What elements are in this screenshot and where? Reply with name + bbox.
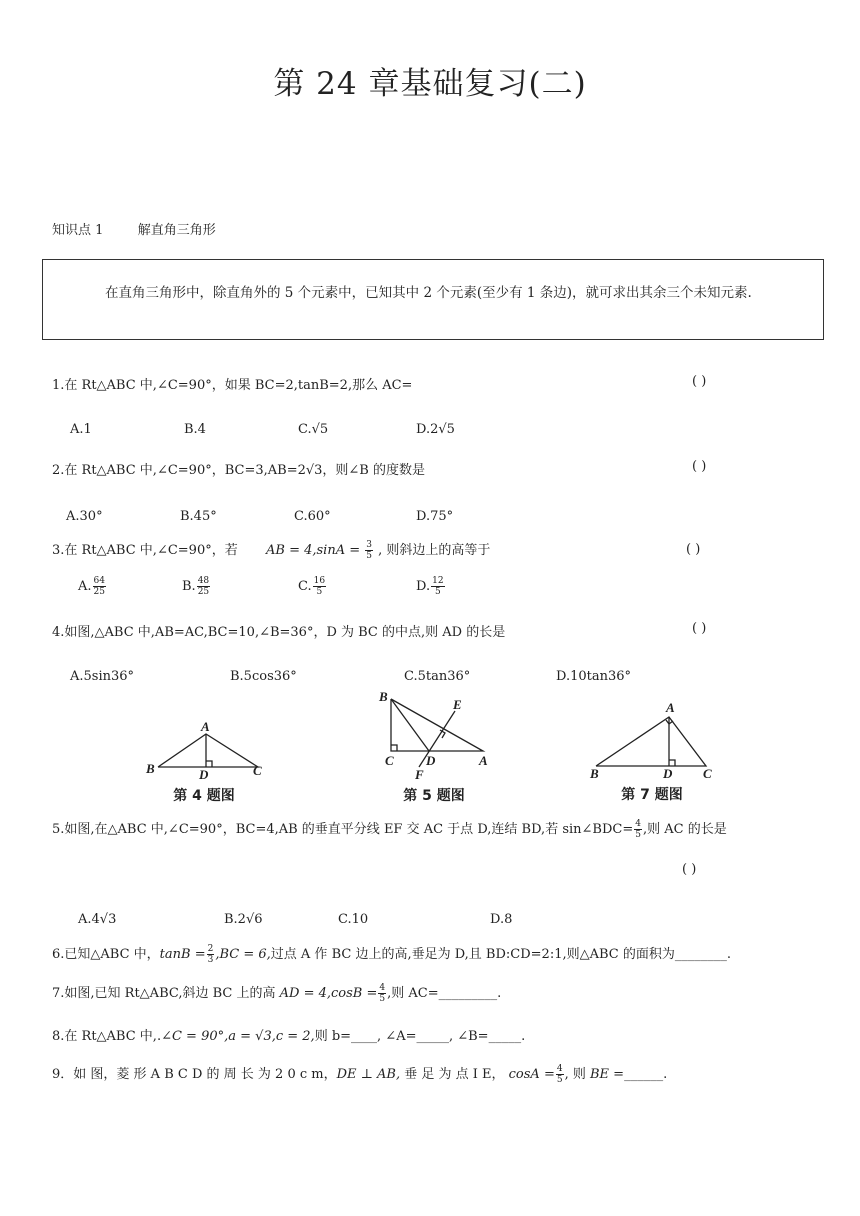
q3-stem-pre: 3.在 Rt△ABC 中,∠C=90°，若 xyxy=(52,543,238,558)
q3-option-d: D. $\frac{12}{5}$ xyxy=(416,576,444,597)
fig7-label-b: B xyxy=(590,766,599,781)
fig5-segment-bd xyxy=(391,699,429,751)
fig5-label-d: D xyxy=(426,753,436,768)
q4-option-a: A.5sin36° xyxy=(70,669,135,684)
section-heading xyxy=(52,219,216,238)
figure-7 xyxy=(586,698,726,810)
q8-text: 8.在 Rt△ABC 中,.∠C = 90°,a = √3,c = 2,则 b=____, ∠A=_____, ∠B=_____. xyxy=(52,1029,526,1044)
q1-option-b: B.4 xyxy=(184,422,206,437)
q2-option-d: D.75° xyxy=(416,509,454,524)
fig5-triangle xyxy=(391,699,483,751)
q4-option-d: D.10tan36° xyxy=(556,669,632,684)
fig5-bisector-ef xyxy=(419,711,455,767)
q4-option-b: B.5cos36° xyxy=(230,669,297,684)
fig4-label-d: D xyxy=(199,767,209,782)
fig4-label-a: A xyxy=(201,719,210,734)
q3-option-a: A. $\frac{64}{25}$ xyxy=(78,576,105,597)
knowledge-box xyxy=(42,259,824,340)
q3-option-b: B. $\frac{48}{25}$ xyxy=(182,576,210,597)
q5-option-c: C.10 xyxy=(338,912,369,927)
q3-stem-math: AB = 4,sinA = xyxy=(266,543,361,558)
fig5-label-c: C xyxy=(385,753,394,768)
q2-option-b: B.45° xyxy=(180,509,217,524)
fig7-label-c: C xyxy=(703,766,712,781)
fig7-label-a: A xyxy=(666,700,675,715)
q2-stem: 2.在 Rt△ABC 中,∠C=90°，BC=3,AB=2√3，则∠B 的度数是 xyxy=(52,463,425,478)
fig5-right-angle-c xyxy=(391,745,397,751)
q5-option-a: A.4√3 xyxy=(78,912,117,927)
fig5-label-a: A xyxy=(479,753,488,768)
q7-text: 7.如图,已知 Rt△ABC,斜边 BC 上的高 AD = 4,cosB = $\frac{4}{5}$ ,则 AC=_________. xyxy=(52,983,502,1004)
figure-5 xyxy=(374,688,500,810)
q5-stem: 5.如图,在△ABC 中,∠C=90°，BC=4,AB 的垂直平分线 EF 交 AC 于点 D,连结 BD,若 sin∠BDC= $\frac{4}{5}$ ,则 AC 的长是 xyxy=(52,819,727,840)
knowledge-text: 在直角三角形中，除直角外的 5 个元素中，已知其中 2 个元素(至少有 1 条边)，就可求出其余三个未知元素. xyxy=(105,285,752,301)
q3-stem-post: , 则斜边上的高等于 xyxy=(378,543,491,558)
fig4-triangle xyxy=(158,734,258,767)
q1-option-a: A.1 xyxy=(70,422,92,437)
q1-answer-paren: ( ) xyxy=(692,374,707,389)
q4-stem: 4.如图,△ABC 中,AB=AC,BC=10,∠B=36°，D 为 BC 的中点,则 AD 的长是 xyxy=(52,625,506,640)
fig4-label-c: C xyxy=(253,763,262,778)
q3-option-c: C. $\frac{16}{5}$ xyxy=(298,576,326,597)
q5-option-d: D.8 xyxy=(490,912,513,927)
q4-answer-paren: ( ) xyxy=(692,621,707,636)
fig5-label-f: F xyxy=(415,767,424,782)
q1-option-c: C.√5 xyxy=(298,422,329,437)
fig7-label-d: D xyxy=(663,766,673,781)
q3-stem xyxy=(52,539,490,561)
q9-text: 9．如 图，菱 形 A B C D 的 周 长 为 2 0 c m，DE ⊥ AB, 垂 足 为 点 I E， cosA = $\frac{4}{5}$ , 则 BE =______. xyxy=(52,1064,668,1085)
fig5-label-e: E xyxy=(453,697,462,712)
q1-option-d: D.2√5 xyxy=(416,422,455,437)
fig4-caption: 第 4 题图 xyxy=(173,788,235,804)
section-name: 解直角三角形 xyxy=(137,223,216,238)
q1-stem: 1.在 Rt△ABC 中,∠C=90°，如果 BC=2,tanB=2,那么 AC= xyxy=(52,378,413,393)
q2-answer-paren: ( ) xyxy=(692,459,707,474)
q3-stem-fraction: $\frac{3}{5}$ xyxy=(366,540,372,561)
page-title: 第 24 章基础复习(二) xyxy=(273,66,587,102)
q4-option-c: C.5tan36° xyxy=(404,669,471,684)
q3-answer-paren: ( ) xyxy=(686,542,701,557)
section-label: 知识点 1 xyxy=(52,223,104,238)
figure-4 xyxy=(140,715,270,810)
q2-option-a: A.30° xyxy=(66,509,103,524)
fig5-caption: 第 5 题图 xyxy=(403,788,465,804)
fig5-label-b: B xyxy=(379,689,388,704)
q5-option-b: B.2√6 xyxy=(224,912,263,927)
fig7-triangle xyxy=(596,717,706,766)
q2-option-c: C.60° xyxy=(294,509,331,524)
q6-text: 6.已知△ABC 中，tanB = $\frac{2}{3}$ ,BC = 6,过点 A 作 BC 边上的高,垂足为 D,且 BD:CD=2:1,则△ABC 的面积为________. xyxy=(52,944,731,965)
fig4-label-b: B xyxy=(146,761,155,776)
q5-answer-paren: ( ) xyxy=(682,862,697,877)
fig7-caption: 第 7 题图 xyxy=(621,787,683,803)
